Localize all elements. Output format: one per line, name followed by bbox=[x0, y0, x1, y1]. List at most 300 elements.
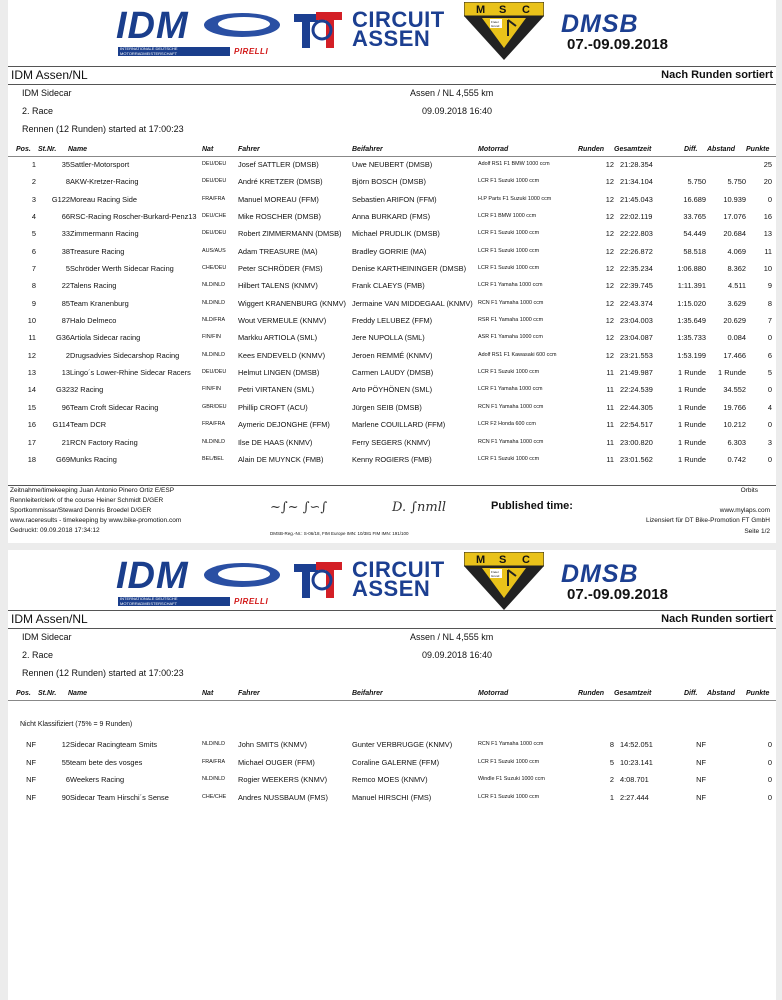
svg-text:Freier: Freier bbox=[491, 570, 499, 574]
cell-pos: 10 bbox=[27, 316, 36, 326]
cell-diff: NF bbox=[696, 740, 706, 749]
cell-gap: 10.212 bbox=[723, 420, 746, 430]
cell-team-name: Munks Racing bbox=[70, 454, 117, 464]
cell-gap: 3.629 bbox=[727, 298, 746, 308]
cell-start-number: 87 bbox=[61, 316, 70, 326]
cell-motorcycle: RCN F1 Yamaha 1000 ccm bbox=[478, 403, 544, 410]
cell-points: 10 bbox=[763, 264, 772, 274]
table-row bbox=[8, 399, 776, 416]
cell-motorcycle: LCR F1 Suzuki 1000 ccm bbox=[478, 369, 540, 376]
cell-gap: 20.629 bbox=[723, 316, 746, 326]
cell-nation: DEU/DEU bbox=[202, 178, 227, 185]
cell-nation: NLD/NLD bbox=[202, 741, 226, 747]
cell-diff: 1:35.649 bbox=[677, 316, 706, 326]
msc-logo bbox=[464, 552, 544, 610]
cell-gap: 4.511 bbox=[728, 281, 746, 291]
cell-motorcycle: ASR F1 Yamaha 1000 ccm bbox=[478, 334, 543, 341]
cell-points: 7 bbox=[767, 316, 772, 326]
cell-team-name: Sidecar Team Hirschi´s Sense bbox=[70, 792, 169, 802]
cell-diff: 1:15.020 bbox=[677, 298, 706, 308]
footer-orbits: Orbits bbox=[740, 487, 758, 494]
page-footer bbox=[8, 485, 776, 543]
cell-points: 16 bbox=[763, 212, 772, 222]
track-info: Assen / NL 4,555 km bbox=[410, 88, 494, 98]
cell-laps: 12 bbox=[605, 177, 614, 187]
cell-gap: 0.084 bbox=[727, 333, 746, 343]
cell-nation: CHE/CHE bbox=[202, 793, 227, 800]
cell-laps: 12 bbox=[605, 281, 614, 291]
cell-passenger: Kenny ROGIERS (FMB) bbox=[352, 454, 432, 464]
table-row bbox=[8, 173, 776, 190]
cell-team-name: Artiola Sidecar racing bbox=[70, 333, 141, 343]
cell-passenger: Coraline GALERNE (FFM) bbox=[352, 757, 440, 767]
page-number: Seite 1/2 bbox=[744, 528, 770, 535]
cell-gap: 34.552 bbox=[723, 385, 746, 395]
cell-laps: 12 bbox=[605, 229, 614, 239]
cell-total-time: 22:22.803 bbox=[620, 229, 653, 239]
cell-pos: 13 bbox=[27, 368, 36, 378]
cell-passenger: Gunter VERBRUGGE (KNMV) bbox=[352, 740, 453, 749]
race-datetime: 09.09.2018 16:40 bbox=[422, 106, 493, 116]
cell-laps: 11 bbox=[606, 368, 614, 378]
circuit-assen-logo: CIRCUIT ASSEN bbox=[352, 557, 445, 601]
cell-passenger: Marlene COUILLARD (FFM) bbox=[352, 420, 446, 430]
cell-start-number: G114 bbox=[52, 420, 70, 430]
table-row bbox=[8, 754, 776, 772]
cell-points: 8 bbox=[767, 298, 772, 308]
cell-gap: 1 Runde bbox=[718, 368, 746, 378]
cell-passenger: Ferry SEGERS (KNMV) bbox=[352, 437, 431, 447]
cell-diff: NF bbox=[696, 757, 706, 767]
cell-total-time: 14:52.051 bbox=[620, 740, 653, 749]
cell-points: 0 bbox=[767, 454, 772, 464]
cell-nation: NLD/NLD bbox=[202, 351, 226, 358]
cell-diff: NF bbox=[696, 775, 706, 784]
cell-laps: 11 bbox=[606, 402, 614, 412]
cell-driver: Alain DE MUYNCK (FMB) bbox=[238, 454, 324, 464]
svg-text:Grund: Grund bbox=[491, 574, 500, 578]
cell-nation: FRA/FRA bbox=[202, 758, 226, 765]
not-classified-table bbox=[8, 736, 776, 806]
cell-team-name: Drugsadvies Sidecarshop Racing bbox=[70, 350, 180, 360]
cell-passenger: Remco MOES (KNMV) bbox=[352, 775, 428, 784]
cell-pos: 17 bbox=[27, 437, 36, 447]
cell-points: 0 bbox=[767, 757, 772, 767]
cell-diff: 1:35.733 bbox=[677, 333, 706, 343]
cell-points: 0 bbox=[767, 385, 772, 395]
cell-start-number: G69 bbox=[56, 454, 70, 464]
cell-laps: 12 bbox=[605, 316, 614, 326]
cell-points: 13 bbox=[763, 229, 772, 239]
cell-laps: 11 bbox=[606, 454, 614, 464]
cell-passenger: Carmen LAUDY (DMSB) bbox=[352, 368, 434, 378]
cell-passenger: Sebastien ARIFON (FFM) bbox=[352, 194, 437, 204]
cell-nation: DEU/CHE bbox=[202, 213, 227, 220]
cell-points: 6 bbox=[767, 350, 772, 360]
results-table-header: Pos. St.Nr. Name Nat Fahrer Beifahrer Motorrad Runden Gesamtzeit Diff. Abstand Punkte bbox=[16, 146, 770, 153]
cell-diff: 1 Runde bbox=[678, 368, 706, 378]
cell-start-number: 38 bbox=[61, 246, 70, 256]
cell-nation: DEU/DEU bbox=[202, 161, 227, 167]
cell-total-time: 21:34.104 bbox=[620, 177, 653, 187]
cell-nation: NLD/FRA bbox=[202, 317, 226, 324]
cell-driver: Wiggert KRANENBURG (KNMV) bbox=[238, 298, 346, 308]
cell-team-name: Team Kranenburg bbox=[70, 298, 129, 308]
cell-passenger: Freddy LELUBEZ (FFM) bbox=[352, 316, 433, 326]
cell-passenger: Uwe NEUBERT (DMSB) bbox=[352, 160, 433, 169]
cell-driver: Ilse DE HAAS (KNMV) bbox=[238, 437, 313, 447]
svg-text:Grund: Grund bbox=[491, 24, 500, 28]
event-title-bar-2: IDM Assen/NL Nach Runden sortiert bbox=[8, 610, 776, 629]
table-row bbox=[8, 451, 776, 468]
cell-total-time: 2:27.444 bbox=[620, 792, 649, 802]
cell-driver: Robert ZIMMERMANN (DMSB) bbox=[238, 229, 342, 239]
cell-motorcycle: LCR F1 Yamaha 1000 ccm bbox=[478, 282, 543, 289]
cell-motorcycle: LCR F1 Suzuki 1000 ccm bbox=[478, 178, 540, 185]
signature-2: D. ∫nmll bbox=[392, 500, 447, 515]
cell-start-number: G36 bbox=[56, 333, 70, 343]
tt-circuit-logo bbox=[292, 558, 346, 602]
table-row bbox=[8, 381, 776, 398]
table-row bbox=[8, 789, 776, 807]
table-row bbox=[8, 771, 776, 789]
cell-laps: 12 bbox=[605, 350, 614, 360]
cell-start-number: 96 bbox=[61, 402, 70, 412]
cell-motorcycle: RSR F1 Yamaha 1000 ccm bbox=[478, 317, 544, 324]
cell-diff: 16.689 bbox=[683, 194, 706, 204]
cell-motorcycle: Windle F1 Suzuki 1000 ccm bbox=[478, 776, 545, 782]
cell-nation: NLD/NLD bbox=[202, 776, 226, 782]
footer-website: www.raceresults - timekeeping by www.bike-promotion.com bbox=[10, 517, 182, 524]
cell-diff: 1 Runde bbox=[678, 454, 706, 464]
cell-points: 11 bbox=[764, 246, 772, 256]
cell-total-time: 21:49.987 bbox=[620, 368, 653, 378]
cell-laps: 1 bbox=[609, 792, 614, 802]
cell-total-time: 22:26.872 bbox=[620, 246, 653, 256]
table-row bbox=[8, 208, 776, 225]
cell-driver: Michael OUGER (FFM) bbox=[238, 757, 315, 767]
svg-text:C: C bbox=[522, 554, 530, 566]
table-row bbox=[8, 191, 776, 208]
idm-wordmark: IDM bbox=[116, 5, 189, 47]
dmsb-logo: DMSB bbox=[561, 10, 639, 38]
cell-diff: 54.449 bbox=[683, 229, 706, 239]
results-table-header-2: Pos. St.Nr. Name Nat Fahrer Beifahrer Motorrad Runden Gesamtzeit Diff. Abstand Punkte bbox=[16, 690, 770, 697]
cell-driver: Josef SATTLER (DMSB) bbox=[238, 160, 319, 169]
cell-gap: 8.362 bbox=[727, 264, 746, 274]
cell-motorcycle: LCR F1 Suzuki 1000 ccm bbox=[478, 230, 540, 237]
results-page-1 bbox=[8, 0, 776, 543]
cell-passenger: Frank CLAEYS (FMB) bbox=[352, 281, 425, 291]
header-banner bbox=[8, 0, 776, 62]
cell-diff: 1 Runde bbox=[678, 385, 706, 395]
footer-license: Lizensiert für DT Bike-Promotion FT GmbH bbox=[645, 517, 770, 524]
cell-gap: 17.466 bbox=[723, 350, 746, 360]
cell-team-name: Weekers Racing bbox=[70, 775, 125, 784]
idm-logo bbox=[116, 5, 286, 57]
cell-team-name: Zimmermann Racing bbox=[70, 229, 139, 239]
cell-total-time: 23:21.553 bbox=[620, 350, 653, 360]
cell-motorcycle: RCN F1 Yamaha 1000 ccm bbox=[478, 741, 544, 747]
cell-driver: Helmut LINGEN (DMSB) bbox=[238, 368, 320, 378]
cell-motorcycle: RCN F1 Yamaha 1000 ccm bbox=[478, 299, 544, 306]
cell-driver: Rogier WEEKERS (KNMV) bbox=[238, 775, 328, 784]
cell-total-time: 22:39.745 bbox=[620, 281, 653, 291]
cell-total-time: 21:28.354 bbox=[620, 160, 653, 169]
footer-steward: Sportkommissar/Steward Dennis Broedel D/GER bbox=[10, 507, 152, 514]
cell-total-time: 21:45.043 bbox=[620, 194, 653, 204]
cell-laps: 12 bbox=[605, 264, 614, 274]
cell-diff: 5.750 bbox=[687, 177, 706, 187]
cell-points: 25 bbox=[763, 160, 772, 169]
table-row bbox=[8, 243, 776, 260]
cell-motorcycle: LCR F1 Suzuki 1000 ccm bbox=[478, 265, 540, 272]
cell-start-number: 66 bbox=[61, 212, 70, 222]
cell-start-number: 13 bbox=[61, 368, 70, 378]
cell-motorcycle: LCR F1 Suzuki 1000 ccm bbox=[478, 455, 540, 462]
cell-gap: 5.750 bbox=[727, 177, 746, 187]
cell-nation: BEL/BEL bbox=[202, 455, 224, 462]
svg-text:S: S bbox=[499, 554, 507, 566]
footer-timekeeping: Zeitnahme/timekeeping Juan Antonio Pinero Ortiz E/ESP bbox=[10, 487, 175, 494]
footer-mylaps: www.mylaps.com bbox=[719, 507, 770, 514]
sort-label: Nach Runden sortiert bbox=[661, 69, 773, 81]
cell-laps: 2 bbox=[609, 775, 614, 784]
cell-points: 0 bbox=[767, 194, 772, 204]
idm-logo: IDM INTERNATIONALE DEUTSCHE MOTORRADMEISTERSCHAFT PIRELLI bbox=[116, 555, 286, 607]
cell-motorcycle: LCR F2 Honda 600 ccm bbox=[478, 421, 536, 428]
cell-nation: FRA/FRA bbox=[202, 195, 226, 202]
cell-laps: 12 bbox=[605, 298, 614, 308]
table-row bbox=[8, 277, 776, 294]
cell-nation: AUS/AUS bbox=[202, 247, 226, 254]
cell-team-name: 32 Racing bbox=[70, 385, 104, 395]
event-dates: 07.-09.09.2018 bbox=[567, 36, 668, 53]
cell-motorcycle: H.P Parts F1 Suzuki 1000 ccm bbox=[478, 195, 552, 202]
footer-printed: Gedruckt: 09.09.2018 17:34:12 bbox=[10, 527, 100, 534]
cell-motorcycle: LCR F1 Suzuki 1000 ccm bbox=[478, 793, 540, 800]
cell-pos: 18 bbox=[27, 454, 36, 464]
cell-passenger: Jere NUPOLLA (SML) bbox=[352, 333, 425, 343]
cell-laps: 11 bbox=[606, 437, 614, 447]
cell-motorcycle: LCR F1 Suzuki 1000 ccm bbox=[478, 758, 540, 765]
cell-total-time: 22:02.119 bbox=[620, 212, 653, 222]
cell-nation: FIN/FIN bbox=[202, 334, 221, 341]
cell-motorcycle: LCR F1 Suzuki 1000 ccm bbox=[478, 247, 540, 254]
cell-driver: Markku ARTIOLA (SML) bbox=[238, 333, 318, 343]
cell-laps: 12 bbox=[605, 333, 614, 343]
cell-team-name: Sattler-Motorsport bbox=[70, 160, 130, 169]
svg-text:M: M bbox=[476, 4, 486, 16]
cell-start-number: 12 bbox=[61, 740, 70, 749]
table-row bbox=[8, 434, 776, 451]
not-classified-label: Nicht Klassifiziert (75% = 9 Runden) bbox=[20, 721, 133, 728]
cell-total-time: 23:01.562 bbox=[620, 454, 653, 464]
svg-text:Freier: Freier bbox=[491, 20, 499, 24]
cell-passenger: Jermaine VAN MIDDEGAAL (KNMV) bbox=[352, 298, 473, 308]
cell-gap: 10.939 bbox=[723, 194, 746, 204]
cell-passenger: Michael PRUDLIK (DMSB) bbox=[352, 229, 440, 239]
race-name: 2. Race bbox=[22, 106, 54, 116]
cell-total-time: 22:44.305 bbox=[620, 402, 653, 412]
cell-pos: 6 bbox=[31, 246, 36, 256]
table-row bbox=[8, 347, 776, 364]
cell-gap: 0.742 bbox=[727, 454, 746, 464]
cell-team-name: Team Croft Sidecar Racing bbox=[70, 402, 159, 412]
cell-diff: 1:11.391 bbox=[677, 281, 706, 291]
svg-text:S: S bbox=[499, 4, 507, 16]
cell-nation: NLD/NLD bbox=[202, 299, 226, 306]
table-row bbox=[8, 736, 776, 754]
cell-driver: Hilbert TALENS (KNMV) bbox=[238, 281, 318, 291]
cell-team-name: Halo Delmeco bbox=[70, 316, 117, 326]
cell-nation: FIN/FIN bbox=[202, 386, 221, 393]
cell-team-name: Lingo´s Lower-Rhine Sidecar Racers bbox=[70, 368, 191, 378]
cell-nation: NLD/NLD bbox=[202, 438, 226, 445]
cell-passenger: Bradley GORRIE (MA) bbox=[352, 246, 427, 256]
circuit-assen-logo: CIRCUIT ASSEN bbox=[352, 7, 445, 51]
cell-team-name: RCN Factory Racing bbox=[70, 437, 138, 447]
event-title: IDM Assen/NL bbox=[11, 68, 88, 82]
cell-start-number: G122 bbox=[51, 194, 70, 204]
cell-diff: 1:06.880 bbox=[677, 264, 706, 274]
cell-gap: 19.766 bbox=[723, 402, 746, 412]
idm-subline: INTERNATIONALE DEUTSCHE MOTORRADMEISTERSCHAFT bbox=[118, 47, 230, 56]
cell-gap: 6.303 bbox=[727, 437, 746, 447]
cell-passenger: Anna BURKARD (FMS) bbox=[352, 212, 431, 222]
cell-passenger: Jürgen SEIB (DMSB) bbox=[352, 402, 422, 412]
results-table bbox=[8, 156, 776, 468]
table-row bbox=[8, 312, 776, 329]
footer-registration: DMSB-Reg.-Nr.: S-06/18, FIM Europe IMN: 10/381 FIM IMN: 191/100 bbox=[270, 531, 409, 536]
cell-pos: 16 bbox=[27, 420, 36, 430]
race-start-info: Rennen (12 Runden) started at 17:00:23 bbox=[22, 124, 184, 134]
cell-start-number: 85 bbox=[61, 298, 70, 308]
cell-nation: FRA/FRA bbox=[202, 421, 226, 428]
cell-diff: 33.765 bbox=[683, 212, 706, 222]
cell-nation: GBR/DEU bbox=[202, 403, 227, 410]
cell-start-number: 35 bbox=[61, 160, 70, 169]
cell-driver: Mike ROSCHER (DMSB) bbox=[238, 212, 321, 222]
cell-laps: 11 bbox=[606, 385, 614, 395]
cell-team-name: Moreau Racing Side bbox=[70, 194, 137, 204]
cell-total-time: 23:04.087 bbox=[620, 333, 653, 343]
cell-diff: 58.518 bbox=[683, 246, 706, 256]
cell-total-time: 22:43.374 bbox=[620, 298, 653, 308]
cell-laps: 12 bbox=[605, 212, 614, 222]
cell-start-number: 90 bbox=[61, 792, 70, 802]
cell-pos: 7 bbox=[31, 264, 36, 274]
cell-driver: Phillip CROFT (ACU) bbox=[238, 402, 308, 412]
cell-team-name: AKW-Kretzer-Racing bbox=[70, 177, 139, 187]
table-row bbox=[8, 295, 776, 312]
cell-team-name: Sidecar Racingteam Smits bbox=[70, 740, 158, 749]
footer-clerk: Rennleiter/clerk of the course Heiner Schmidt D/GER bbox=[10, 497, 164, 504]
cell-nation: DEU/DEU bbox=[202, 230, 227, 237]
cell-start-number: 33 bbox=[61, 229, 70, 239]
cell-pos: 11 bbox=[28, 333, 36, 343]
cell-pos: 12 bbox=[27, 350, 36, 360]
cell-total-time: 22:35.234 bbox=[620, 264, 653, 274]
cell-team-name: team bete des vosges bbox=[70, 757, 143, 767]
cell-start-number: G32 bbox=[56, 385, 70, 395]
cell-diff: NF bbox=[696, 792, 706, 802]
cell-pos: 14 bbox=[27, 385, 36, 395]
cell-laps: 12 bbox=[605, 160, 614, 169]
table-row bbox=[8, 156, 776, 173]
cell-total-time: 22:24.539 bbox=[620, 385, 653, 395]
cell-motorcycle: LCR F1 BMW 1000 ccm bbox=[478, 213, 537, 220]
cell-pos: 5 bbox=[31, 229, 36, 239]
event-title-bar bbox=[8, 66, 776, 85]
cell-points: 5 bbox=[767, 368, 772, 378]
cell-pos: NF bbox=[26, 792, 36, 802]
series-name: IDM Sidecar bbox=[22, 88, 72, 98]
cell-diff: 1 Runde bbox=[678, 402, 706, 412]
cell-driver: John SMITS (KNMV) bbox=[238, 740, 307, 749]
table-row bbox=[8, 364, 776, 381]
cell-driver: Wout VERMEULE (KNMV) bbox=[238, 316, 327, 326]
cell-passenger: Björn BOSCH (DMSB) bbox=[352, 177, 426, 187]
cell-driver: Andres NUSSBAUM (FMS) bbox=[238, 792, 328, 802]
cell-pos: 1 bbox=[31, 160, 36, 169]
cell-start-number: 2 bbox=[65, 350, 70, 360]
cell-diff: 1:53.199 bbox=[677, 350, 706, 360]
cell-start-number: 5 bbox=[65, 264, 70, 274]
cell-passenger: Arto PÖYHÖNEN (SML) bbox=[352, 385, 433, 395]
cell-pos: 15 bbox=[27, 402, 36, 412]
cell-points: 9 bbox=[767, 281, 772, 291]
cell-team-name: Treasure Racing bbox=[70, 246, 125, 256]
published-time-label: Published time: bbox=[491, 500, 573, 512]
cell-start-number: 8 bbox=[65, 177, 70, 187]
cell-passenger: Jeroen REMMÉ (KNMV) bbox=[352, 350, 433, 360]
cell-start-number: 55 bbox=[61, 757, 70, 767]
cell-team-name: Talens Racing bbox=[70, 281, 117, 291]
cell-pos: NF bbox=[26, 740, 36, 749]
cell-diff: 1 Runde bbox=[678, 420, 706, 430]
msc-logo bbox=[464, 2, 544, 60]
cell-gap: 17.076 bbox=[723, 212, 746, 222]
cell-laps: 12 bbox=[605, 246, 614, 256]
table-row bbox=[8, 416, 776, 433]
header-banner-2: IDM INTERNATIONALE DEUTSCHE MOTORRADMEISTERSCHAFT PIRELLI CIRCUIT ASSEN M S C Freier Grund DMSB 07.-09.09.2018 bbox=[8, 550, 776, 612]
cell-laps: 12 bbox=[605, 194, 614, 204]
table-row bbox=[8, 329, 776, 346]
cell-driver: Manuel MOREAU (FFM) bbox=[238, 194, 319, 204]
cell-laps: 5 bbox=[609, 757, 614, 767]
table-row bbox=[8, 225, 776, 242]
svg-text:M: M bbox=[476, 554, 486, 566]
cell-driver: Kees ENDEVELD (KNMV) bbox=[238, 350, 326, 360]
table-row bbox=[8, 260, 776, 277]
cell-start-number: 21 bbox=[61, 437, 70, 447]
cell-nation: CHE/DEU bbox=[202, 265, 227, 272]
cell-passenger: Denise KARTHEININGER (DMSB) bbox=[352, 264, 467, 274]
cell-driver: Aymeric DEJONGHE (FFM) bbox=[238, 420, 330, 430]
cell-total-time: 4:08.701 bbox=[620, 775, 649, 784]
cell-pos: NF bbox=[26, 775, 36, 784]
cell-pos: 3 bbox=[31, 194, 36, 204]
cell-laps: 8 bbox=[609, 740, 614, 749]
cell-driver: Peter SCHRÖDER (FMS) bbox=[238, 264, 323, 274]
cell-total-time: 10:23.141 bbox=[620, 757, 653, 767]
cell-laps: 11 bbox=[606, 420, 614, 430]
cell-total-time: 23:00.820 bbox=[620, 437, 653, 447]
cell-points: 0 bbox=[767, 420, 772, 430]
cell-points: 0 bbox=[767, 792, 772, 802]
cell-points: 20 bbox=[763, 177, 772, 187]
